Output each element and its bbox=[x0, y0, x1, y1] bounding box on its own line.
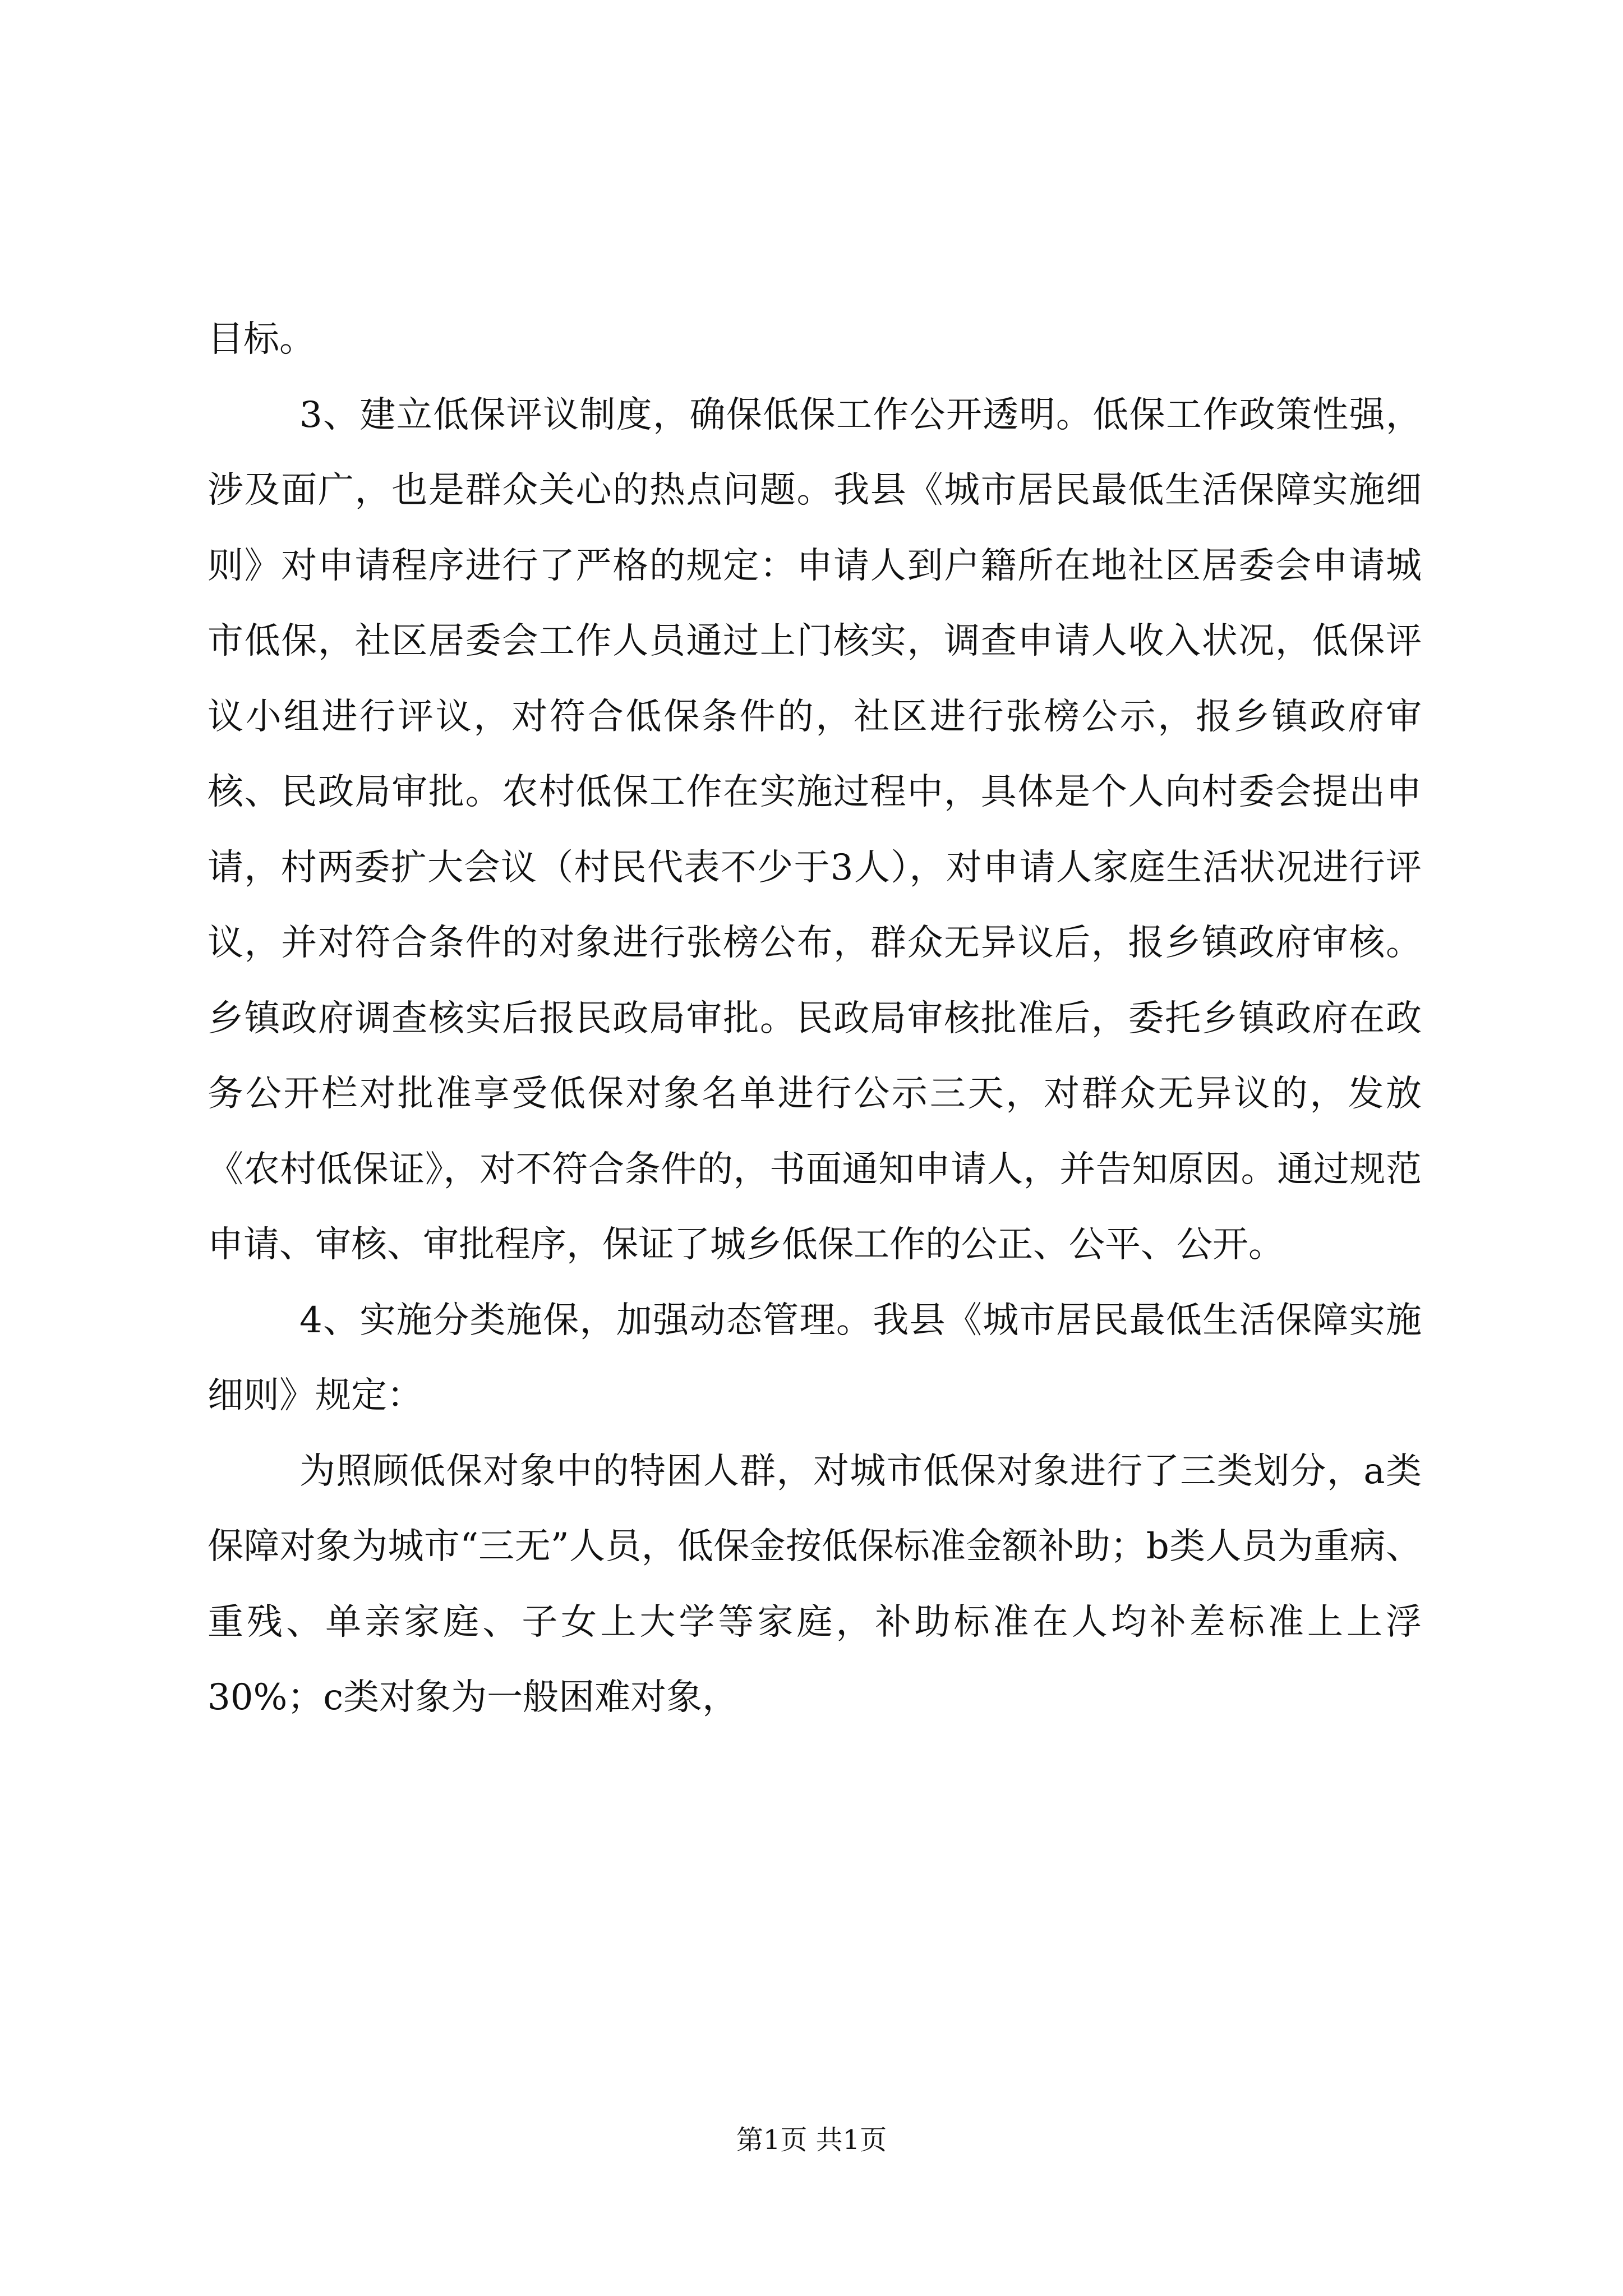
page-footer bbox=[0, 2123, 1623, 2157]
paragraph-item-4: 4、实施分类施保，加强动态管理。我县《城市居民最低生活保障实施细则》规定： bbox=[208, 1299, 1422, 1416]
paragraph-item-3: 3、建立低保评议制度，确保低保工作公开透明。低保工作政策性强，涉及面广，也是群众关心的热点问题。我县《城市居民最低生活保障实施细则》对申请程序进行了严格的规定：申请人到户籍所在地社区居委会申请城市低保，社区居委会工作人员通过上门核实，调查申请人收入状况，低保评议小组进行评议，对符合低保条件的，社区进行张榜公示，报乡镇政府审核、民政局审批。农村低保工作在实施过程中，具体是个人向村委会提出申请，村两委扩大会议（村民代表不少于3人），对申请人家庭生活状况进行评议，并对符合条件的对象进行张榜公布，群众无异议后，报乡镇政府审核。乡镇政府调查核实后报民政局审批。民政局审核批准后，委托乡镇政府在政务公开栏对批准享受低保对象名单进行公示三天，对群众无异议的，发放《农村低保证》，对不符合条件的，书面通知申请人，并告知原因。通过规范申请、审核、审批程序，保证了城乡低保工作的公正、公平、公开。 bbox=[208, 394, 1422, 1266]
paragraph-classification: 为照顾低保对象中的特困人群，对城市低保对象进行了三类划分，a类保障对象为城市“三无”人员，低保金按低保标准金额补助；b类人员为重病、重残、单亲家庭、子女上大学等家庭，补助标准在人均补差标准上上浮30%；c类对象为一般困难对象， bbox=[208, 1450, 1422, 1718]
paragraph-continuation: 目标。 bbox=[208, 319, 315, 360]
page-number-label: 第1页 共1页 bbox=[736, 2124, 887, 2156]
document-body bbox=[208, 302, 1422, 1736]
